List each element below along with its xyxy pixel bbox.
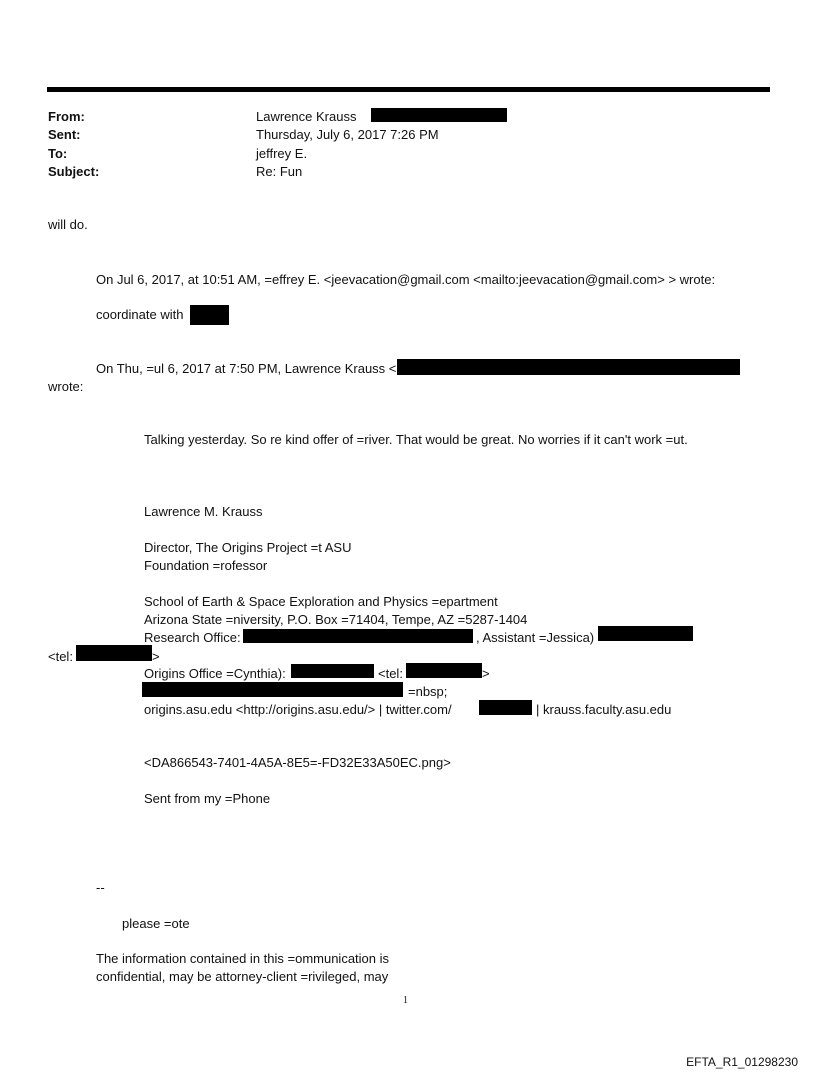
signature-title-2: Foundation =rofessor [144,558,268,573]
redaction-origins-tel [406,663,482,678]
quote2-wrote: wrote: [48,379,84,394]
sent-value: Thursday, July 6, 2017 7:26 PM [256,127,439,142]
assistant-text: , Assistant =Jessica) [476,630,595,645]
origins-office-tel: <tel: [378,666,403,681]
redaction-line [142,682,403,697]
confidential-line-2: confidential, may be attorney-client =rivileged, may [96,969,389,984]
confidential-line-1: The information contained in this =ommunication is [96,951,390,966]
to-label: To: [48,146,68,161]
links-line-end: | krauss.faculty.asu.edu [536,702,672,717]
redaction-tel [76,645,152,661]
document-id: EFTA_R1_01298230 [686,1055,798,1069]
quote1-text: coordinate with [96,307,184,322]
redaction-krauss-email [397,359,740,375]
redaction-twitter-handle [479,700,532,715]
redaction-assistant-phone [598,626,693,641]
quote1-header: On Jul 6, 2017, at 10:51 AM, =effrey E. <jeevacation@gmail.com <mailto:jeevacation@gmail.com> > wrote: [96,272,716,287]
quote2-header: On Thu, =ul 6, 2017 at 7:50 PM, Lawrence Krauss < [96,361,397,376]
message-text: Talking yesterday. So re kind offer of =river. That would be great. No worries if it can't work =ut. [144,432,688,447]
from-label: From: [48,109,85,124]
subject-value: Re: Fun [256,164,303,179]
sent-label: Sent: [48,127,81,142]
links-line: origins.asu.edu <http://origins.asu.edu/> | twitter.com/ [144,702,452,717]
redaction-from-email [371,108,507,122]
nbsp-text: =nbsp; [408,684,448,699]
separator: -- [96,880,105,895]
research-office-label: Research Office: [144,630,241,645]
origins-office-label: Origins Office =Cynthia): [144,666,286,681]
redaction-coordinate-name [190,305,229,325]
signature-department: School of Earth & Space Exploration and Physics =epartment [144,594,498,609]
sent-from-text: Sent from my =Phone [144,791,271,806]
from-value: Lawrence Krauss [256,109,357,124]
signature-address: Arizona State =niversity, P.O. Box =71404, Tempe, AZ =5287-1404 [144,612,528,627]
redaction-origins-phone [291,664,374,678]
signature-title-1: Director, The Origins Project =t ASU [144,540,352,555]
reply-text: will do. [48,217,88,232]
image-reference: <DA866543-7401-4A5A-8E5=-FD32E33A50EC.png> [144,755,451,770]
redaction-research-office [243,629,473,643]
to-value: jeffrey E. [256,146,308,161]
tel-prefix: <tel: [48,649,73,664]
header-rule [47,87,770,92]
signature-name: Lawrence M. Krauss [144,504,263,519]
subject-label: Subject: [48,164,100,179]
page-number: 1 [403,995,408,1006]
please-note: please =ote [122,916,190,931]
tel-suffix: > [152,649,160,664]
origins-office-end: > [482,666,490,681]
